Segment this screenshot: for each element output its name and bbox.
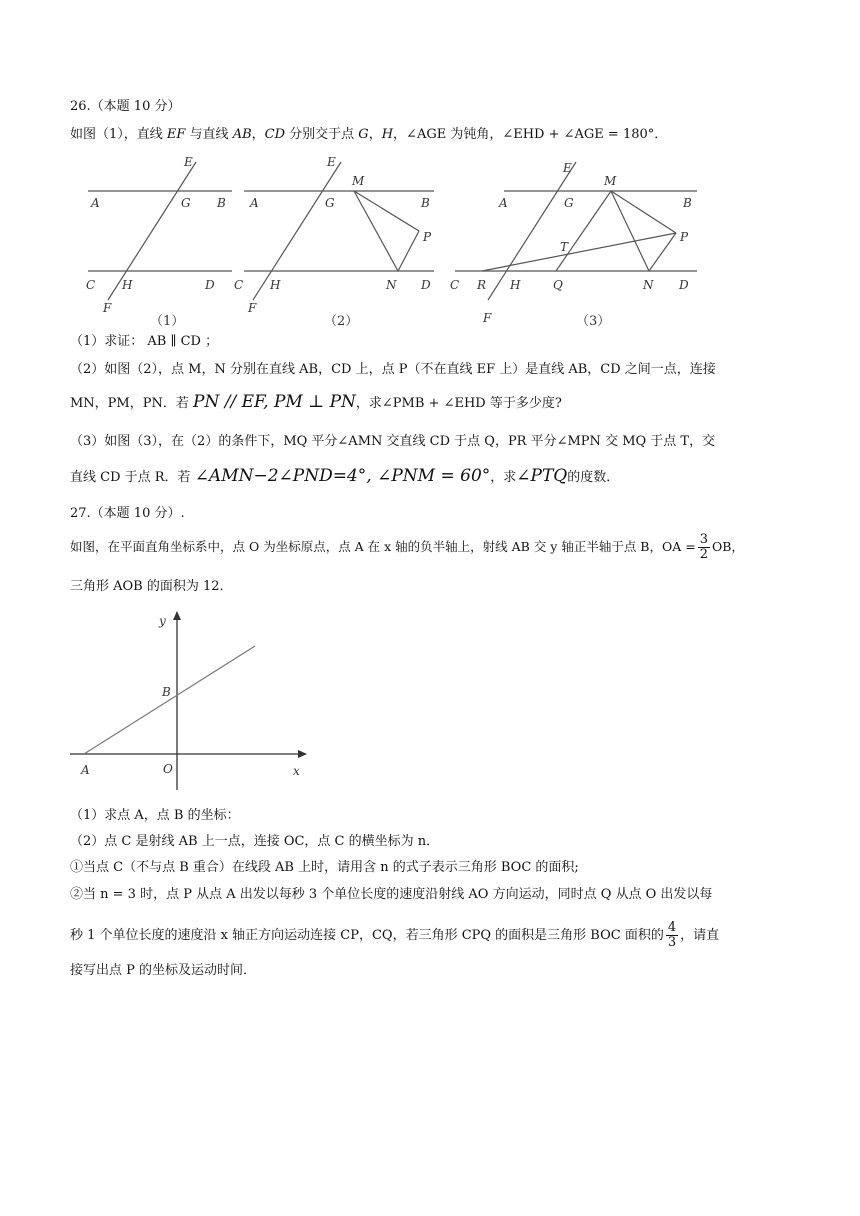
fig2-label-d: D — [421, 278, 431, 292]
fig3-label-b: B — [683, 196, 692, 210]
fig3-label-g: G — [564, 196, 574, 210]
q26-intro-h: H — [381, 127, 394, 142]
q27-part2-ii-tail: ，请直 — [680, 928, 720, 943]
q27-part2-ii-text: 秒 1 个单位长度的速度沿 x 轴正方向运动连接 CP，CQ，若三角形 CPQ 的面积是三角形 BOC 面积的 — [70, 928, 664, 943]
fig1-label-g: G — [181, 196, 191, 210]
q27-intro-line2: 三角形 AOB 的面积为 12． — [70, 579, 233, 594]
fig2-label-e: E — [327, 155, 336, 169]
q27-fraction-4-3 — [666, 921, 678, 950]
fig3-label-c: C — [450, 278, 460, 292]
q27-part2-ii-line2 — [70, 921, 719, 950]
fig1-label-b: B — [217, 196, 226, 210]
q26-part2-line1: （2）如图（2），点 M，N 分别在直线 AB，CD 上，点 P（不在直线 EF 上）是直线 AB，CD 之间一点，连接 — [70, 362, 716, 377]
q26-part2-question: ，求∠PMB + ∠EHD 等于多少度? — [355, 396, 562, 411]
fig3-label-r: R — [477, 278, 487, 292]
fig3-label-q: Q — [553, 278, 563, 292]
q26-part3-line2 — [70, 467, 619, 487]
q26-heading: 26.（本题 10 分） — [70, 99, 181, 114]
q27-intro-text: 如图，在平面直角坐标系中，点 O 为坐标原点，点 A 在 x 轴的负半轴上，射线 AB 交 y 轴正半轴于点 B，OA = — [70, 539, 696, 554]
fig2-segment-pn — [398, 231, 419, 271]
q26-intro — [70, 126, 667, 144]
q26-part2-text: MN，PM，PN．若 — [70, 396, 193, 411]
q26-intro-condition: ，∠AGE 为钝角，∠EHD + ∠AGE = 180°． — [393, 127, 668, 142]
q26-intro-comma: ， — [251, 127, 265, 142]
q26-part2-condition: PN // EF, PM ⊥ PN — [193, 392, 356, 412]
q27-intro-line1 — [70, 533, 744, 562]
q26-intro-ef: EF — [166, 127, 186, 142]
q27-fraction-3-2 — [698, 533, 710, 562]
label-x: x — [293, 764, 300, 778]
ray-ab — [84, 646, 255, 754]
fig3-label-n: N — [643, 278, 654, 292]
q27-frac1-den: 2 — [699, 547, 708, 562]
label-b: B — [162, 685, 171, 699]
q26-part3-text: 直线 CD 于点 R．若 — [70, 470, 195, 485]
q27-part2: （2）点 C 是射线 AB 上一点，连接 OC，点 C 的横坐标为 n． — [70, 834, 440, 849]
q27-part1: （1）求点 A，点 B 的坐标： — [70, 808, 240, 823]
q27-coordinate-figure — [62, 604, 322, 794]
fig3-label-e: E — [563, 161, 572, 175]
fig2-label-f: F — [248, 301, 257, 315]
q26-intro-text3: 分别交于点 — [285, 127, 359, 142]
fig2-label-g: G — [325, 196, 335, 210]
q26-part3-angle: ∠PTQ — [516, 466, 568, 486]
fig2-caption: （2） — [324, 314, 359, 329]
q27-part2-i: ①当点 C（不与点 B 重合）在线段 AB 上时，请用含 n 的式子表示三角形 BOC 的面积; — [70, 860, 579, 875]
q26-part2-line2 — [70, 393, 562, 413]
q27-frac2-den: 3 — [667, 935, 677, 950]
q27-frac1-num: 3 — [699, 532, 708, 547]
q27-frac2-num: 4 — [667, 920, 677, 935]
fig1-label-d: D — [205, 278, 215, 292]
fig3-label-d: D — [679, 278, 689, 292]
q26-part3-line1: （3）如图（3），在（2）的条件下，MQ 平分∠AMN 交直线 CD 于点 Q，PR 平分∠MPN 交 MQ 于点 T，交 — [70, 434, 716, 449]
q26-figures — [0, 152, 860, 332]
fig2-segment-mn — [354, 191, 398, 271]
fig3-segment-pn — [649, 233, 676, 271]
fig3-label-p: P — [680, 230, 689, 244]
fig1-label-c: C — [86, 278, 96, 292]
fig3-label-f: F — [483, 311, 492, 325]
q26-part3-end: 的度数． — [567, 470, 620, 485]
q26-part3-condition: ∠AMN−2∠PND=4°, ∠PNM = 60° — [194, 466, 491, 486]
label-y: y — [159, 614, 166, 628]
fig2-label-p: P — [423, 230, 432, 244]
q27-heading: 27.（本题 10 分）. — [70, 506, 185, 521]
q26-intro-text: 如图（1），直线 — [70, 127, 167, 142]
q26-intro-g: G — [358, 127, 369, 142]
fig3-label-m: M — [604, 174, 617, 188]
q26-intro-text2: 与直线 — [185, 127, 233, 142]
fig2-line-ef — [253, 162, 341, 300]
q27-part2-ii-line3: 接写出点 P 的坐标及运动时间． — [70, 963, 257, 978]
q27-intro-ob: OB， — [712, 539, 744, 554]
fig2-label-b: B — [421, 196, 430, 210]
q26-part3-ask: ，求 — [490, 470, 517, 485]
fig2-label-h: H — [270, 278, 281, 292]
fig1-caption: （1） — [150, 314, 185, 329]
fig3-label-a: A — [499, 196, 508, 210]
fig1-label-e: E — [184, 155, 193, 169]
fig2-label-m: M — [352, 174, 365, 188]
label-a: A — [81, 763, 90, 777]
fig3-label-h: H — [510, 278, 521, 292]
q26-intro-cd: CD — [264, 127, 286, 142]
fig2-label-c: C — [234, 278, 244, 292]
q27-part2-ii-line1: ②当 n = 3 时，点 P 从点 A 出发以每秒 3 个单位长度的速度沿射线 AO 方向运动，同时点 Q 从点 O 出发以每 — [70, 887, 713, 902]
fig2-label-a: A — [250, 196, 259, 210]
fig1-label-f: F — [103, 301, 112, 315]
fig1-label-a: A — [91, 196, 100, 210]
q26-intro-comma2: ， — [368, 127, 382, 142]
fig2-label-n: N — [386, 278, 397, 292]
fig1-label-h: H — [122, 278, 133, 292]
fig2-segment-mp — [354, 191, 419, 231]
label-o: O — [163, 762, 173, 776]
q26-part1: （1）求证： AB ∥ CD ； — [70, 334, 219, 349]
fig3-caption: （3） — [576, 314, 611, 329]
q26-intro-ab: AB — [232, 127, 252, 142]
fig3-label-t: T — [560, 240, 569, 254]
